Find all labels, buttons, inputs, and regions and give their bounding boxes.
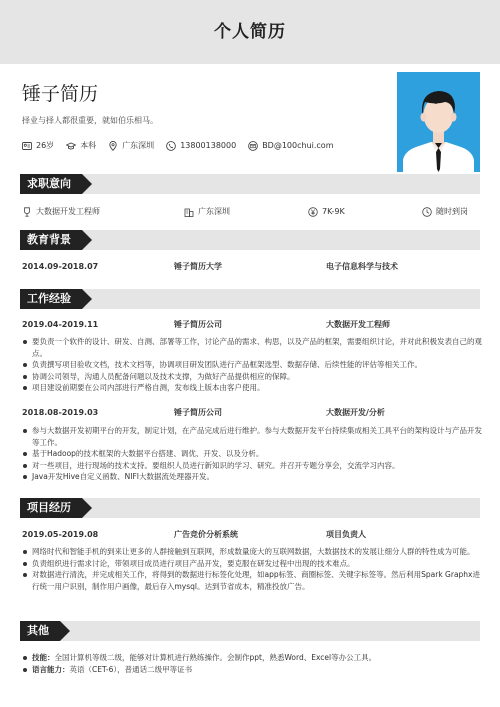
profile-photo: [397, 72, 480, 172]
list-item: 协调公司领导，沟通人员配备问题以及技术支撑，为做好产品提供相应的保障。: [22, 371, 482, 383]
list-item: 项目建设前期要在公司内部进行严格自测，发布线上版本由客户使用。: [22, 382, 482, 394]
section-project-title: 项目经历: [20, 498, 82, 518]
work-1-company: 锤子简历公司: [174, 320, 222, 329]
education-school: 锤子简历大学: [174, 262, 222, 271]
availability-icon: [422, 207, 432, 217]
list-item: 负责撰写项目验收文档，技术文档等，协调项目研发团队进行产品框架选型、数据存储、后续性能的评估等相关工作。: [22, 359, 482, 371]
work-1-title: 大数据开发工程师: [326, 320, 390, 329]
work-entry-1-header: [22, 320, 482, 332]
work-1-period: 2019.04-2019.11: [22, 320, 99, 329]
list-item: 负责组织进行需求讨论，带领项目成员进行项目产品开发，要克服在研发过程中出现的技术难点。: [22, 558, 482, 570]
section-work-title: 工作经验: [20, 289, 82, 309]
candidate-motto: 择业与择人都很重要，就如伯乐相马。: [22, 116, 158, 125]
email-info: [248, 141, 333, 152]
intent-position: [22, 207, 100, 218]
location-icon: [108, 141, 118, 151]
section-intent-title: 求职意向: [20, 174, 82, 194]
age-icon: [22, 141, 32, 151]
work-1-bullets: [22, 336, 482, 394]
page-title: 个人简历: [214, 21, 286, 42]
work-2-title: 大数据开发/分析: [326, 408, 385, 417]
section-intent-bar: [20, 174, 480, 194]
intent-city: [184, 207, 230, 218]
section-other-title: 其他: [20, 621, 60, 641]
list-item: Java开发Hive自定义函数、NIFI大数据流处理器开发。: [22, 471, 482, 483]
list-item: 对数据进行清洗，并完成相关工作，将得到的数据进行标签化处理，如app标签、商圈标签、关键字标签等。然后利用Spark Graphx进行统一用户识别，制作用户画像，最后存入mysql。达到节省成本，精准投放广告。: [22, 569, 482, 592]
phone-text: 13800138000: [180, 141, 237, 150]
language-label: 语言能力：: [32, 664, 70, 674]
intent-availability-text: 随时到岗: [436, 207, 468, 216]
education-major: 电子信息科学与技术: [326, 262, 398, 271]
top-banner: [0, 0, 500, 64]
intent-salary: [308, 207, 345, 218]
list-item: 基于Hadoop的技术框架的大数据平台搭建、调优、开发、以及分析。: [22, 448, 482, 460]
intent-availability: [422, 207, 468, 218]
project-period: 2019.05-2019.08: [22, 530, 99, 539]
section-project-bar: [20, 498, 480, 518]
phone-icon: [166, 141, 176, 151]
skills-label: 技能：: [32, 653, 55, 662]
skills-text: 全国计算机等级二级，能够对计算机进行熟练操作。会制作ppt，熟悉Word、Excel等办公工具。: [54, 653, 377, 662]
degree-info: [66, 141, 96, 152]
project-name: 广告竞价分析系统: [174, 530, 238, 539]
section-education-title: 教育背景: [20, 230, 82, 250]
other-bullets: [22, 652, 482, 675]
age-text: 26岁: [36, 141, 55, 150]
section-education-bar: [20, 230, 480, 250]
degree-text: 本科: [80, 141, 97, 150]
education-row: [22, 262, 482, 274]
section-other-bar: [20, 621, 480, 641]
work-2-company: 锤子简历公司: [174, 408, 222, 417]
email-text: BD@100chui.com: [262, 141, 334, 150]
project-header: [22, 530, 482, 542]
language-item: [22, 664, 482, 676]
intent-position-text: 大数据开发工程师: [36, 207, 100, 216]
education-period: 2014.09-2018.07: [22, 262, 99, 271]
list-item: 对一些项目，进行现场的技术支持。要组织人员进行新知识的学习、研究。并召开专题分享会，交流学习内容。: [22, 460, 482, 472]
phone-info: [166, 141, 236, 152]
position-icon: [22, 207, 32, 217]
intent-salary-text: 7K-9K: [322, 207, 345, 216]
list-item: 参与大数据开发初期平台的开发，制定计划，在产品完成后进行维护。参与大数据开发平台持续集成相关工具平台的架构设计与产品开发等工作。: [22, 425, 482, 448]
language-text: 英语（CET-6），普通话二级甲等证书: [69, 664, 193, 674]
salary-icon: [308, 207, 318, 217]
avatar-illustration: [397, 72, 480, 172]
list-item: 网络时代和智能手机的到来让更多的人群接触到互联网，形成数量庞大的互联网数据，大数据技术的发展让细分人群的特性成为可能。: [22, 546, 482, 558]
work-2-bullets: [22, 425, 482, 483]
work-entry-2-header: [22, 408, 482, 420]
email-icon: [248, 141, 258, 151]
skills-item: [22, 652, 482, 664]
degree-icon: [66, 141, 76, 151]
age-info: [22, 141, 54, 152]
intent-city-text: 广东深圳: [198, 207, 230, 216]
work-2-period: 2018.08-2019.03: [22, 408, 99, 417]
project-role: 项目负责人: [326, 530, 366, 539]
personal-info-row: [22, 141, 346, 152]
candidate-name: 锤子简历: [22, 83, 99, 105]
city-icon: [184, 207, 194, 217]
city-info: [108, 141, 154, 152]
city-text: 广东深圳: [122, 141, 155, 150]
project-bullets: [22, 546, 482, 592]
list-item: 要负责一个软件的设计、研发、自测、部署等工作，讨论产品的需求、构思，以及产品的框架，需要组织讨论，并对此积极发表自己的观点。: [22, 336, 482, 359]
job-intent-row: [22, 207, 482, 219]
section-work-bar: [20, 289, 480, 309]
